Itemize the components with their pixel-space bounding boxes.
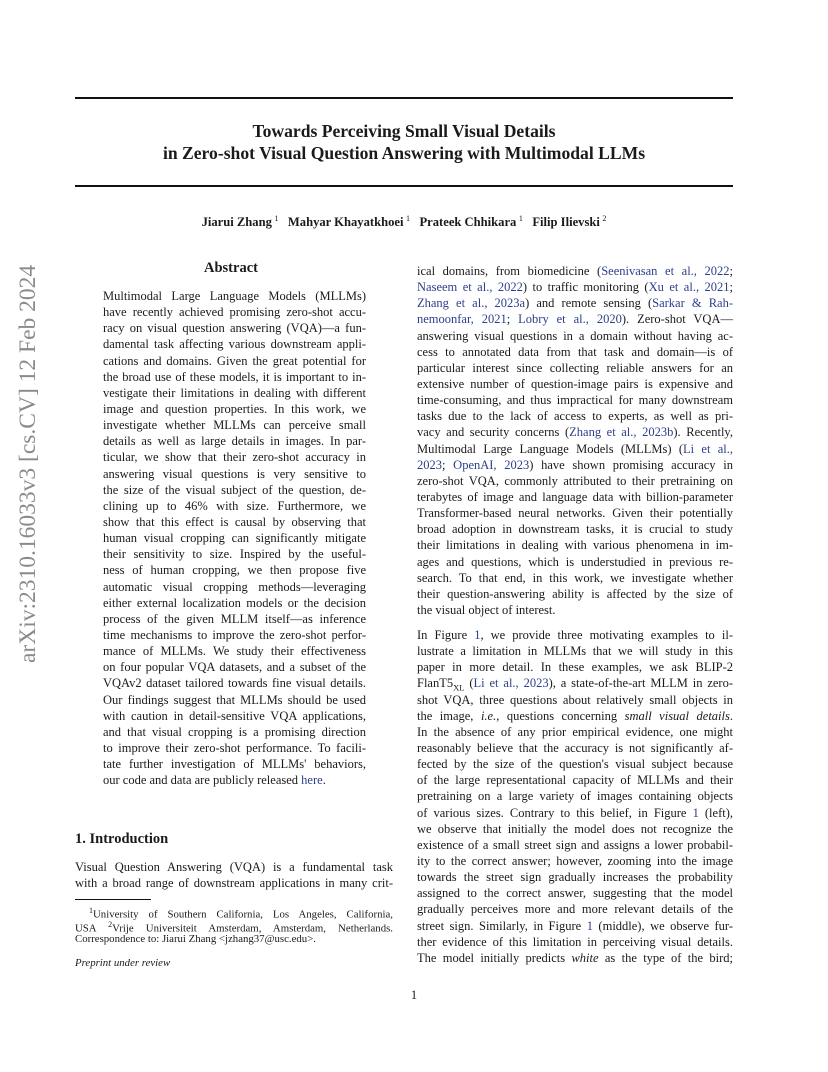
abstract-line: vestigate their limitations in dealing with different: [103, 385, 366, 400]
citation-link[interactable]: 1: [692, 805, 699, 820]
abstract-line: ness of human cropping, we then propose five: [103, 563, 366, 578]
text-line: Multimodal Large Language Models (MLLMs) (Li et al.,: [417, 441, 734, 456]
abstract-body: [103, 288, 366, 788]
text-line: fected by the size of the question's visual subject because: [417, 757, 733, 772]
title-line-1: Towards Perceiving Small Visual Details: [252, 121, 556, 141]
text-line: answering visual questions in a domain without having ac-: [417, 328, 733, 343]
introduction-text-right-p2: [417, 627, 733, 966]
text-line: nemoonfar, 2021; Lobry et al., 2020). Zero-shot VQA—: [417, 312, 733, 327]
abstract-line: either external localization models or the decision: [103, 595, 366, 610]
text-line: existence of a small street sign and assigns a lower probabil-: [417, 837, 733, 852]
text-line: terabytes of image and language data with billion-parameter: [417, 489, 733, 504]
text-line: shot VQA, three questions about relatively small objects in: [417, 692, 733, 707]
footnote-line: Correspondence to: Jiarui Zhang <jzhang37@usc.edu>.: [75, 933, 316, 945]
text-line: broad adoption in downstream tasks, it is crucial to study: [417, 522, 733, 537]
title-line-2: in Zero-shot Visual Question Answering with Multimodal LLMs: [162, 143, 646, 163]
abstract-line: tate further investigation of MLLMs' behaviors,: [103, 757, 366, 772]
citation-link[interactable]: Xu et al., 2021: [648, 280, 730, 295]
author-affiliation: 1: [518, 214, 523, 223]
author-name: Filip Ilievski: [532, 215, 600, 230]
text-line: Transformer-based neural networks. Given their potentially: [417, 506, 733, 521]
footnote-line: USA $^2$Vrije Universiteit Amsterdam, Amsterdam, Netherlands.: [75, 920, 394, 935]
text-line: pretraining on a large variety of images containing objects: [417, 789, 733, 804]
abstract-line: damental task affecting various downstream appli-: [103, 337, 366, 352]
citation-link[interactable]: OpenAI, 2023: [453, 457, 530, 472]
abstract-line: cations and domains. Given the great potential for: [103, 353, 366, 368]
introduction-text-left: [75, 859, 393, 891]
text-line: of various sizes. Contrary to this belief, in Figure 1 (left),: [417, 805, 734, 820]
text-line: cess to annotated data from that task and domain—is of: [417, 344, 733, 359]
abstract-line: investigate whether MLLMs can perceive small: [103, 418, 366, 433]
introduction-text-right-p1: [417, 263, 733, 618]
footnote-line: $^1$University of Southern California, Los Angeles, California,: [89, 906, 393, 921]
citation-link[interactable]: nemoonfar, 2021: [417, 312, 507, 327]
footnote: [75, 904, 393, 946]
abstract-line: process of the given MLLM itself—as inference: [103, 611, 366, 626]
text-line: $FlanT5_{XL}$ (Li et al., 2023), a state-of-the-art MLLM in zero-: [417, 676, 733, 693]
abstract-line: the size of the visual subject of the question, de-: [103, 482, 366, 497]
top-rule: [75, 97, 733, 99]
abstract-line: to improve their zero-shot performance. To facili-: [103, 740, 366, 755]
citation-link[interactable]: Li et al., 2023: [473, 676, 549, 691]
citation-link[interactable]: Zhang et al., 2023b: [569, 425, 674, 440]
abstract-line: details as well as large details in images. In par-: [103, 434, 366, 449]
citation-link[interactable]: 1: [586, 918, 593, 933]
page-number: 1: [410, 988, 418, 1002]
text-line: their question-answering ability is affected by the size of: [417, 586, 733, 601]
text-line: paper in more detail. In these examples, we ask BLIP-2: [417, 660, 733, 675]
text-line: ther evidence of this limitation in perceiving visual details.: [417, 934, 733, 949]
text-line: Zhang et al., 2023a) and remote sensing (Sarkar & Rah-: [417, 296, 733, 311]
abstract-line: racy on visual question answering (VQA)—a fun-: [103, 321, 366, 336]
preprint-notice: Preprint under review: [75, 957, 171, 969]
code-release-link[interactable]: here: [301, 773, 323, 788]
abstract-line: their sensitivity to size. Inspired by the useful-: [103, 547, 366, 562]
text-line: of the large representational capacity of MLLMs and their: [417, 773, 733, 788]
text-line: time-consuming, and thus impractical for many downstream: [417, 393, 733, 408]
text-line: with a broad range of downstream applications in many crit-: [75, 876, 393, 891]
text-line: street sign. Similarly, in Figure 1 (middle), we observe fur-: [417, 918, 733, 933]
text-line: gradually perceives more and more relevant details of the: [417, 902, 733, 917]
text-line: In Figure 1, we provide three motivating examples to il-: [417, 628, 733, 642]
text-line: ical domains, from biomedicine (Seenivasan et al., 2022;: [417, 264, 733, 278]
abstract-line: VQAv2 dataset tailored towards fine visual details.: [103, 676, 366, 691]
text-line: zero-shot VQA, commonly attributed to their pretraining on: [417, 473, 733, 488]
text-line: search. To that end, in this work, we investigate whether: [417, 570, 733, 585]
text-line: particular interest since collecting reliable answers for an: [417, 360, 733, 375]
abstract-line: our code and data are publicly released here.: [103, 773, 326, 788]
title-bottom-rule: [75, 185, 733, 187]
abstract-line: have recently achieved promising zero-shot accu-: [103, 305, 366, 320]
author-affiliation: 1: [274, 214, 279, 223]
author-list: [75, 214, 733, 230]
footnote-rule: [75, 899, 151, 900]
text-line: ity to the correct answer; however, zooming into the image: [417, 853, 733, 868]
abstract-line: automatic visual cropping methods—leveraging: [103, 579, 366, 594]
citation-link[interactable]: Lobry et al., 2020: [518, 312, 622, 327]
text-line: Visual Question Answering (VQA) is a fundamental task: [75, 860, 393, 874]
text-line: towards the street sign gradually increases the probability: [417, 870, 733, 885]
citation-link[interactable]: Seenivasan et al., 2022: [601, 264, 730, 278]
paper-title: [75, 120, 733, 164]
citation-link[interactable]: 1: [474, 628, 481, 642]
abstract-line: show that this effect is causal by observing that: [103, 514, 366, 529]
text-line: vacy and security concerns (Zhang et al., 2023b). Recently,: [417, 425, 733, 440]
text-line: ages and questions, which is understudied in previous re-: [417, 554, 733, 569]
author-name: Jiarui Zhang: [201, 215, 272, 230]
author-affiliation: 1: [406, 214, 410, 223]
text-line: The model initially predicts white as the type of the bird;: [417, 950, 734, 965]
text-line: we observe that initially the model does not recognize the: [417, 821, 733, 836]
abstract-line: Our findings suggest that MLLMs should be used: [103, 692, 366, 707]
citation-link[interactable]: Li et al.,: [683, 441, 734, 456]
abstract-line: Multimodal Large Language Models (MLLMs): [103, 289, 366, 303]
author-name: Prateek Chhikara: [419, 215, 517, 230]
text-line: Naseem et al., 2022) to traffic monitoring (Xu et al., 2021;: [417, 280, 734, 295]
abstract-line: mance of MLLMs. We study their effectiveness: [103, 644, 366, 659]
abstract-line: with caution in detail-sensitive VQA applications,: [103, 708, 366, 723]
abstract-line: human visual cropping can significantly mitigate: [103, 531, 366, 546]
abstract-line: image and question properties. In this work, we: [103, 401, 366, 416]
abstract-line: on four popular VQA datasets, and a subset of the: [103, 660, 366, 675]
abstract-line: clining up to 46% with size. Furthermore, we: [103, 498, 366, 513]
abstract-line: ticular, we show that their zero-shot accuracy in: [103, 450, 366, 465]
abstract-line: answering visual questions is very sensitive to: [103, 466, 366, 481]
introduction-heading: 1. Introduction: [75, 831, 169, 847]
citation-link[interactable]: 2023: [417, 457, 442, 472]
citation-link[interactable]: Naseem et al., 2022: [417, 280, 523, 295]
text-line: reasonably believe that the accuracy is not significantly af-: [417, 740, 733, 755]
text-line: lustrate a limitation in MLLMs that we will study in this: [417, 644, 733, 659]
text-line: 2023; OpenAI, 2023) have shown promising accuracy in: [417, 457, 733, 472]
text-line: extensive number of question-image pairs is expensive and: [417, 376, 733, 391]
text-line: tasks due to the lack of access to experts, as well as pri-: [417, 409, 733, 424]
abstract-line: the broad use of these models, it is important to in-: [103, 369, 366, 384]
citation-link[interactable]: Zhang et al., 2023a: [417, 296, 526, 311]
abstract-heading: Abstract: [204, 260, 258, 276]
abstract-line: time mechanisms to improve the zero-shot perfor-: [103, 627, 366, 642]
abstract-line: and that visual cropping is a promising direction: [103, 724, 366, 739]
text-line: In the absence of any prior empirical evidence, one might: [417, 724, 733, 739]
citation-link[interactable]: Sarkar & Rah-: [652, 296, 733, 311]
text-line: the image, i.e., questions concerning small visual details.: [417, 708, 733, 723]
arxiv-identifier: arXiv:2310.16033v3 [cs.CV] 12 Feb 2024: [15, 264, 41, 663]
text-line: the visual object of interest.: [417, 602, 556, 617]
author-name: Mahyar Khayatkhoei: [287, 215, 404, 230]
author-affiliation: 2: [602, 214, 607, 223]
text-line: their limitations in dealing with various phenomena in im-: [417, 538, 733, 553]
text-line: assigned to the correct answer, suggesting that the model: [417, 886, 733, 901]
